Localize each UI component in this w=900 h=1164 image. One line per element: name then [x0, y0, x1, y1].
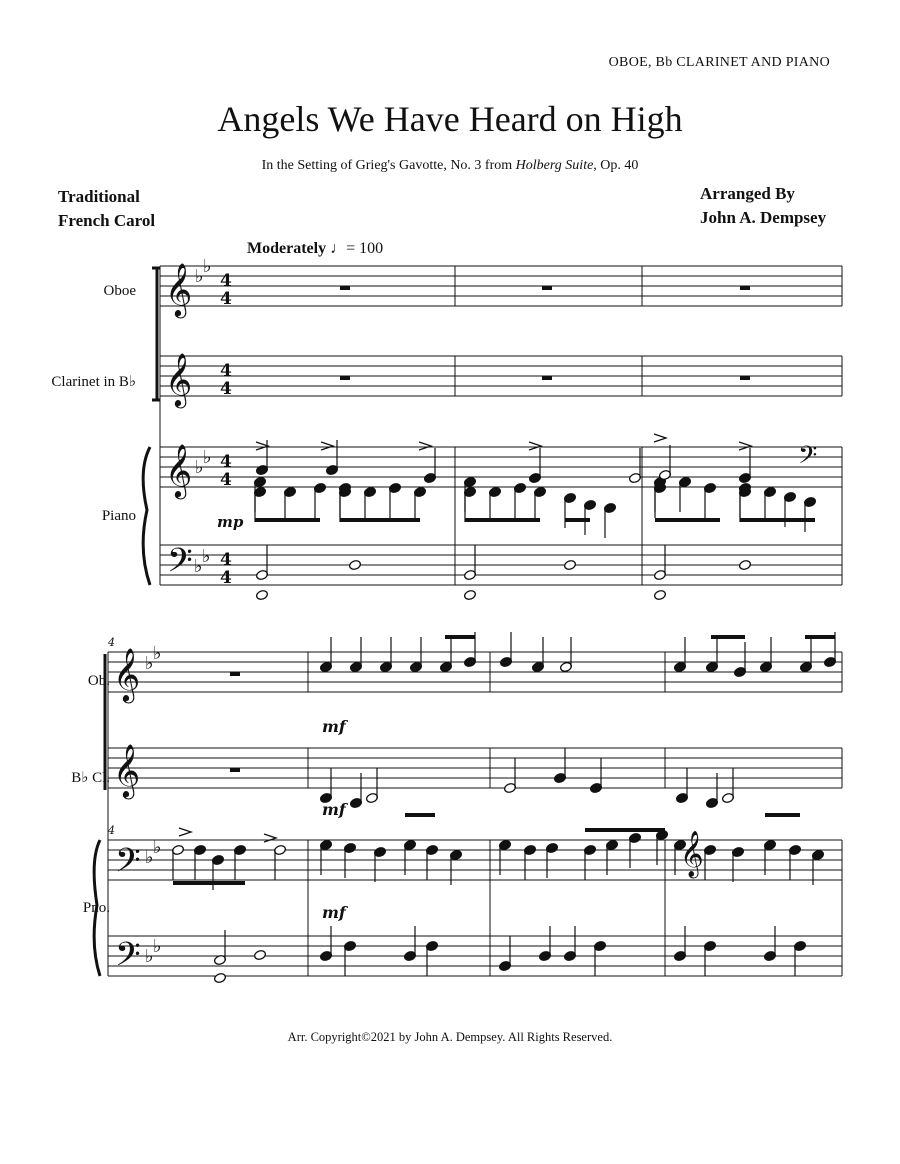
measure-number: 4 [108, 636, 115, 649]
whole-rest [340, 286, 350, 290]
flat-icon: ♭ [145, 946, 154, 967]
label-piano: Piano [101, 508, 136, 524]
arranger-line-2: John A. Dempsey [700, 208, 827, 227]
accent-mark [179, 828, 191, 836]
treble-clef-icon: 𝄞 [165, 352, 193, 406]
whole-rest [230, 672, 240, 676]
page-title: Angels We Have Heard on High [217, 99, 683, 139]
piano-lh-note [255, 589, 268, 600]
subtitle-work: Holberg Suite [515, 158, 594, 173]
bass-clef-icon: 𝄢 [167, 542, 193, 588]
piano-lh-note [348, 559, 361, 570]
piano-lh-note [563, 559, 576, 570]
treble-clef-icon: 𝄞 [113, 647, 141, 701]
flat-icon: ♭ [153, 936, 162, 957]
whole-rest [542, 286, 552, 290]
accent-mark [529, 442, 541, 450]
composer-line-2: French Carol [58, 211, 156, 230]
bass-clef-icon: 𝄢 [115, 842, 141, 888]
label-oboe: Oboe [103, 283, 136, 299]
tempo-value: = 100 [346, 240, 384, 257]
whole-rest [230, 768, 240, 772]
dynamic-mf: mf [322, 800, 346, 819]
system-bracket [152, 268, 160, 400]
accent-mark [256, 442, 268, 450]
label-ob: Ob. [87, 673, 110, 689]
time-signature-numerator: 4 [220, 452, 232, 472]
treble-clef-icon: 𝄞 [165, 443, 193, 497]
flat-icon: ♭ [194, 556, 203, 577]
accent-mark [739, 442, 751, 450]
piano-lh-note [738, 559, 751, 570]
accent-mark [264, 834, 276, 842]
piano2-brace [94, 840, 100, 976]
time-signature-numerator: 4 [220, 550, 232, 570]
dynamic-mf: mf [322, 717, 346, 736]
accent-mark [321, 442, 333, 450]
flat-icon: ♭ [145, 847, 154, 868]
piano-lh-note [253, 949, 266, 960]
whole-rest [740, 286, 750, 290]
composer-line-1: Traditional [58, 187, 140, 206]
quarter-note-icon: ♩ [330, 240, 347, 257]
time-signature-denominator: 4 [220, 379, 232, 399]
label-bb-cl: B♭ Cl. [71, 770, 110, 786]
subtitle-prefix: In the Setting of Grieg's Gavotte, No. 3 from [261, 158, 516, 173]
flat-icon: ♭ [195, 457, 204, 478]
bass-clef-icon: 𝄢 [115, 936, 141, 982]
dynamic-mp: mp [217, 513, 244, 531]
flat-icon: ♭ [195, 266, 204, 287]
accent-mark [654, 434, 666, 442]
time-signature-denominator: 4 [220, 470, 232, 490]
whole-rest [542, 376, 552, 380]
piano-lh-note [463, 589, 476, 600]
whole-rest [340, 376, 350, 380]
piano-brace [143, 447, 150, 585]
flat-icon: ♭ [203, 447, 212, 468]
time-signature-numerator: 4 [220, 361, 232, 381]
tempo-text: Moderately [247, 240, 327, 257]
whole-rest [740, 376, 750, 380]
flat-icon: ♭ [153, 643, 162, 664]
treble-clef-icon: 𝄞 [113, 743, 141, 797]
flat-icon: ♭ [202, 546, 211, 567]
dynamic-mf: mf [322, 903, 346, 922]
bass-clef-icon: 𝄢 [798, 441, 818, 476]
accent-mark [419, 442, 431, 450]
piano-lh-note [213, 972, 226, 983]
time-signature-denominator: 4 [220, 568, 232, 588]
time-signature-denominator: 4 [220, 289, 232, 309]
treble-clef-icon: 𝄞 [165, 262, 193, 316]
arranger-line-1: Arranged By [700, 184, 795, 203]
label-pno: Pno. [82, 900, 110, 916]
flat-icon: ♭ [145, 653, 154, 674]
time-signature-numerator: 4 [220, 271, 232, 291]
subtitle-suffix: , Op. 40 [593, 158, 639, 173]
measure-number: 4 [108, 824, 115, 837]
piano-lh-note [653, 589, 666, 600]
flat-icon: ♭ [153, 837, 162, 858]
label-clarinet: Clarinet in B♭ [51, 374, 136, 390]
flat-icon: ♭ [203, 256, 212, 277]
treble-clef-icon: 𝄞 [680, 831, 704, 877]
copyright: Arr. Copyright©2021 by John A. Dempsey. All Rights Reserved. [287, 1030, 613, 1044]
instrumentation-line: OBOE, Bb CLARINET AND PIANO [608, 55, 830, 70]
